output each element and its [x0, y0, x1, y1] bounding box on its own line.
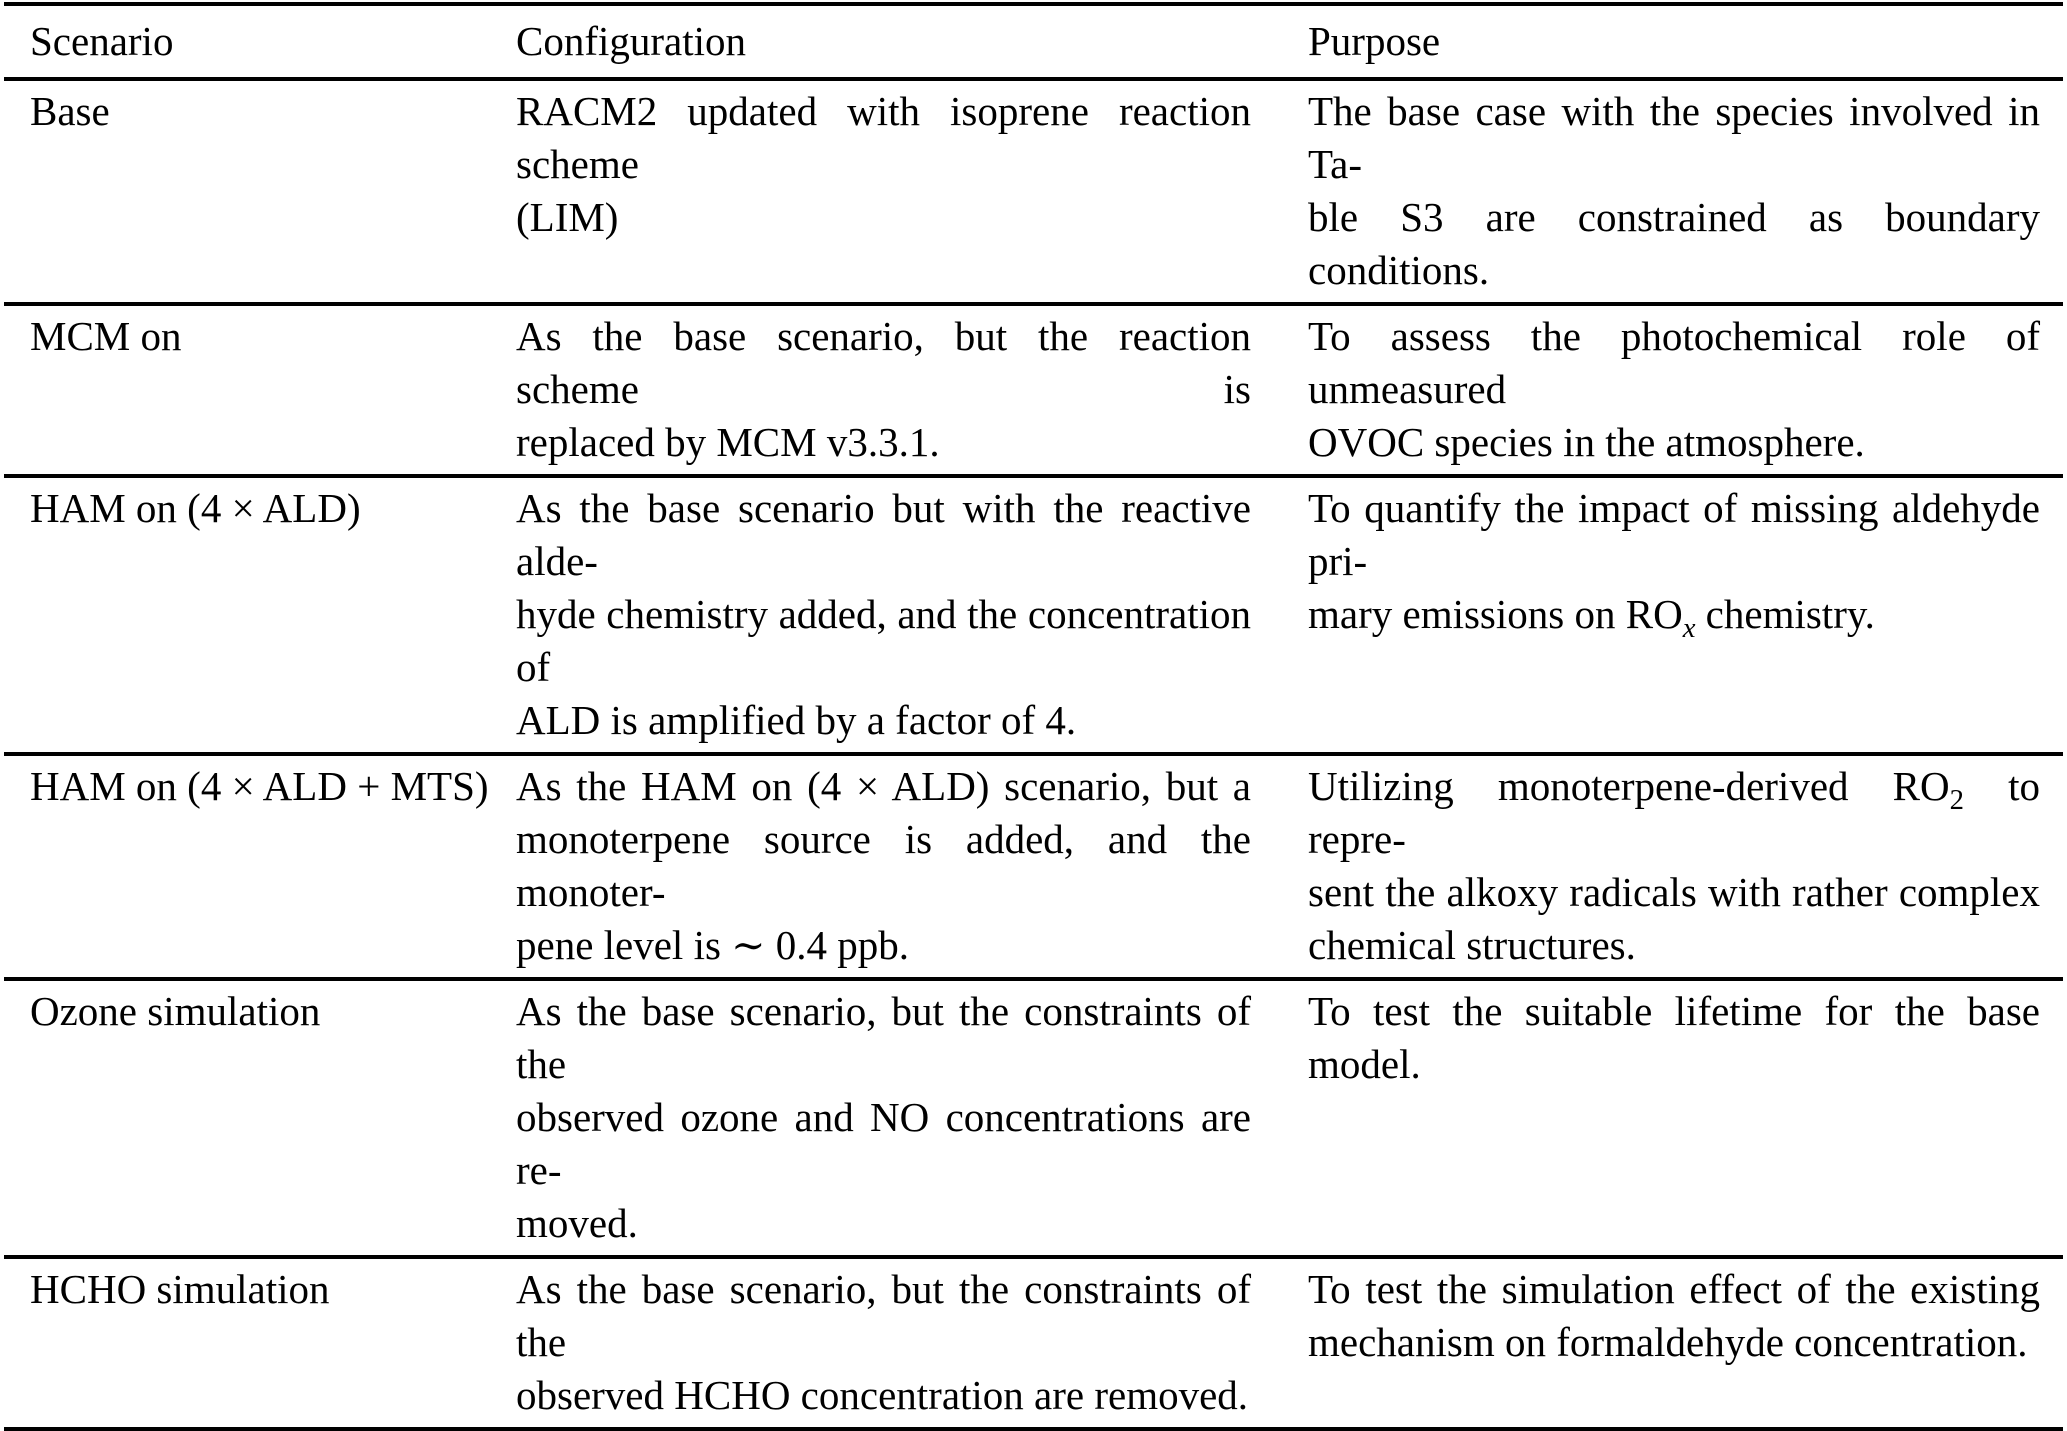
- purpose-cell: To assess the photochemical role of unmeasured OVOC species in the atmosphere.: [1308, 313, 2040, 465]
- purpose-cell: Utilizing monoterpene-derived $RO_2$ to repre- sent the alkoxy radicals with rather complex chemical structures.: [1308, 763, 2040, 968]
- table-row-ozone-simulation: [4, 981, 2063, 1259]
- scenario-table: [4, 2, 2063, 1431]
- scenario-cell: Base: [30, 88, 110, 134]
- scenario-cell: HAM on (4 × ALD): [30, 485, 361, 531]
- configuration-cell: RACM2 updated with isoprene reaction scheme (LIM): [516, 88, 1251, 240]
- purpose-cell: To test the suitable lifetime for the base model.: [1308, 988, 2040, 1087]
- table-row-base: [4, 81, 2063, 306]
- configuration-cell: As the base scenario, but the constraints of the observed HCHO concentration are removed.: [516, 1266, 1251, 1418]
- purpose-cell: The base case with the species involved in Ta- ble S3 are constrained as boundary conditions.: [1308, 88, 2040, 293]
- purpose-cell: To quantify the impact of missing aldehyde pri- mary emissions on $RO_x$ chemistry.: [1308, 485, 2040, 645]
- column-header-purpose: Purpose: [1308, 18, 1441, 64]
- table-header-row: [4, 6, 2063, 81]
- column-header-scenario: Scenario: [30, 18, 174, 64]
- column-header-configuration: Configuration: [516, 18, 747, 64]
- configuration-cell: As the HAM on (4 × ALD) scenario, but a monoterpene source is added, and the monoter- pene level is ∼ 0.4 ppb.: [516, 763, 1251, 968]
- table-row-mcm-on: [4, 306, 2063, 478]
- configuration-cell: As the base scenario, but the constraints of the observed ozone and NO concentrations are re- moved.: [516, 988, 1251, 1246]
- purpose-cell: To test the simulation effect of the existing mechanism on formaldehyde concentration.: [1308, 1266, 2040, 1365]
- scenario-cell: MCM on: [30, 313, 182, 359]
- table-row-ham-on-4xald-mts: [4, 756, 2063, 981]
- scenario-cell: Ozone simulation: [30, 988, 321, 1034]
- table-row-hcho-simulation: [4, 1259, 2063, 1431]
- table-row-ham-on-4xald: [4, 478, 2063, 756]
- configuration-cell: As the base scenario but with the reactive alde- hyde chemistry added, and the concentration of ALD is amplified by a factor of 4.: [516, 485, 1251, 743]
- configuration-cell: As the base scenario, but the reaction scheme is replaced by MCM v3.3.1.: [516, 313, 1251, 465]
- scenario-cell: HAM on (4 × ALD + MTS): [30, 763, 489, 809]
- scenario-cell: HCHO simulation: [30, 1266, 330, 1312]
